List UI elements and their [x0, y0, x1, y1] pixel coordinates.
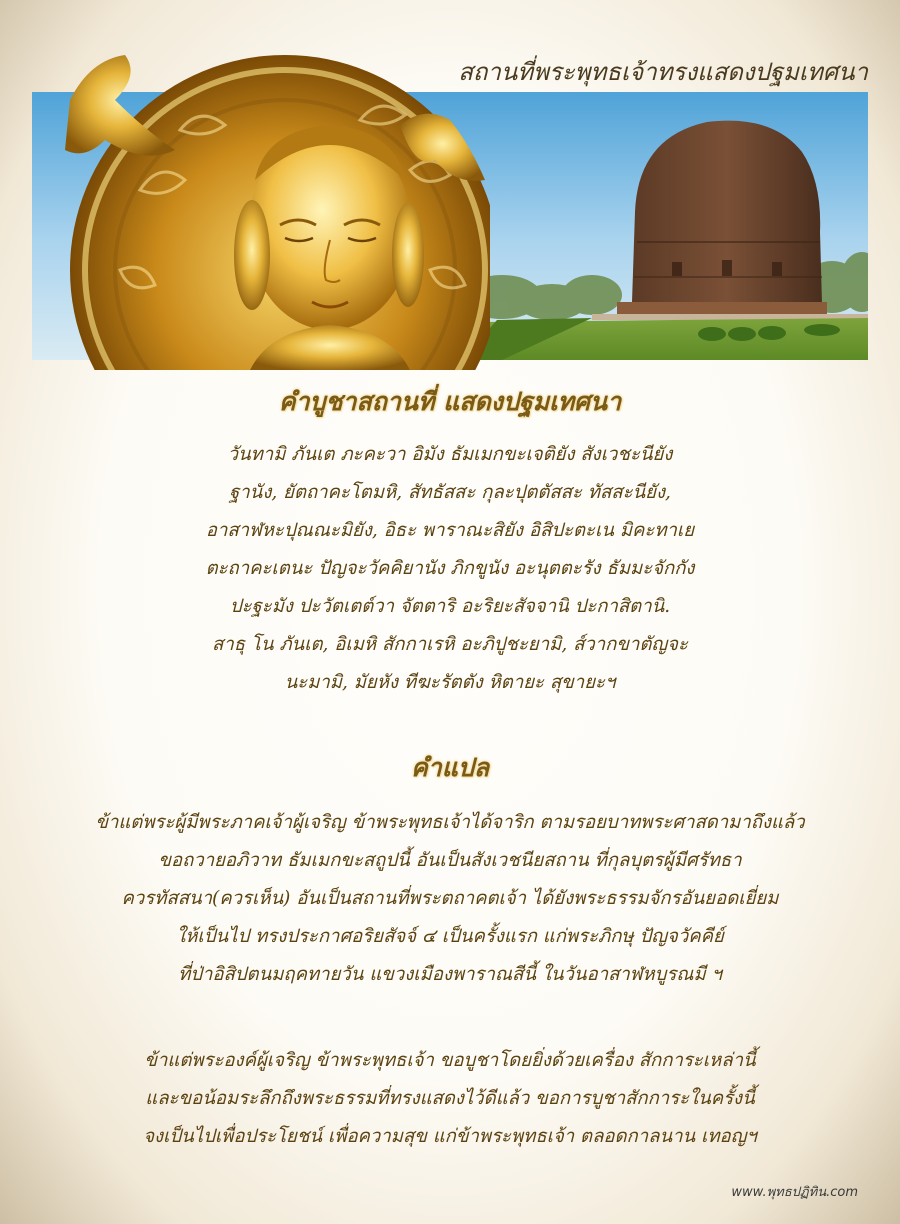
translation-paragraph-2 — [0, 1044, 900, 1154]
translation-line: ข้าแต่พระองค์ผู้เจริญ ข้าพระพุทธเจ้า ขอบูชาโดยยิ่งด้วยเครื่อง สักการะเหล่านี้ — [144, 1050, 756, 1071]
translation-line: ควรทัสสนา(ควรเห็น) อันเป็นสถานที่พระตถาคตเจ้า ได้ยังพระธรรมจักรอันยอดเยี่ยม — [121, 888, 779, 909]
translation-line: จงเป็นไปเพื่อประโยชน์ เพื่อความสุข แก่ข้าพระพุทธเจ้า ตลอดกาลนาน เทอญฯ — [143, 1126, 757, 1147]
chant-line: อาสาฬหะปุณณะมิยัง, อิธะ พาราณะสิยัง อิสิปะตะเน มิคะทาเย — [205, 520, 695, 541]
translation-line: และขอน้อมระลึกถึงพระธรรมที่ทรงแสดงไว้ดีแล้ว ขอการบูชาสักการะในครั้งนี้ — [145, 1088, 755, 1109]
website-link[interactable]: www.พุทธปฏิทิน.com — [731, 1185, 858, 1200]
page-header-title: สถานที่พระพุทธเจ้าทรงแสดงปฐมเทศนา — [458, 58, 868, 86]
buddha-statue-graphic — [30, 40, 490, 370]
translation-line: ให้เป็นไป ทรงประกาศอริยสัจจ์ ๔ เป็นครั้งแรก แก่พระภิกษุ ปัญจวัคคีย์ — [176, 926, 724, 947]
chant-line: ฐานัง, ยัตถาคะโตมหิ, สัทธัสสะ กุละปุตตัสสะ ทัสสะนียัง, — [229, 482, 671, 503]
translation-line: ที่ป่าอิสิปตนมฤคทายวัน แขวงเมืองพาราณสีนี้ ในวันอาสาฬหบูรณมี ฯ — [178, 964, 722, 985]
chant-line: สาธุ โน ภันเต, อิเมหิ สักกาเรหิ อะภิปูชะยามิ, ส์วากขาตัญจะ — [212, 634, 688, 655]
translation-paragraph-1 — [0, 806, 900, 992]
chant-line: ตะถาคะเตนะ ปัญจะวัคคิยานัง ภิกขูนัง อะนุตตะรัง ธัมมะจักกัง — [205, 558, 695, 579]
translation-title: คำแปล — [410, 753, 490, 782]
chant-title: คำบูชาสถานที่ แสดงปฐมเทศนา — [278, 387, 622, 416]
buddha-statue-image — [30, 40, 490, 370]
chant-line: วันทามิ ภันเต ภะคะวา อิมัง ธัมเมกขะเจติยัง สังเวชะนียัง — [227, 444, 673, 465]
chant-line: ปะฐะมัง ปะวัตเตต์วา จัตตาริ อะริยะสัจจานิ ปะกาสิตานิ. — [229, 596, 671, 617]
chant-line: นะมามิ, มัยหัง ทีฆะรัตตัง หิตายะ สุขายะฯ — [284, 672, 616, 693]
chant-verse — [0, 438, 900, 700]
translation-line: ข้าแต่พระผู้มีพระภาคเจ้าผู้เจริญ ข้าพระพุทธเจ้าได้จาริก ตามรอยบาทพระศาสดามาถึงแล้ว — [95, 812, 805, 833]
translation-line: ขอถวายอภิวาท ธัมเมกขะสถูปนี้ อันเป็นสังเวชนียสถาน ที่กุลบุตรผู้มีศรัทธา — [158, 850, 742, 871]
